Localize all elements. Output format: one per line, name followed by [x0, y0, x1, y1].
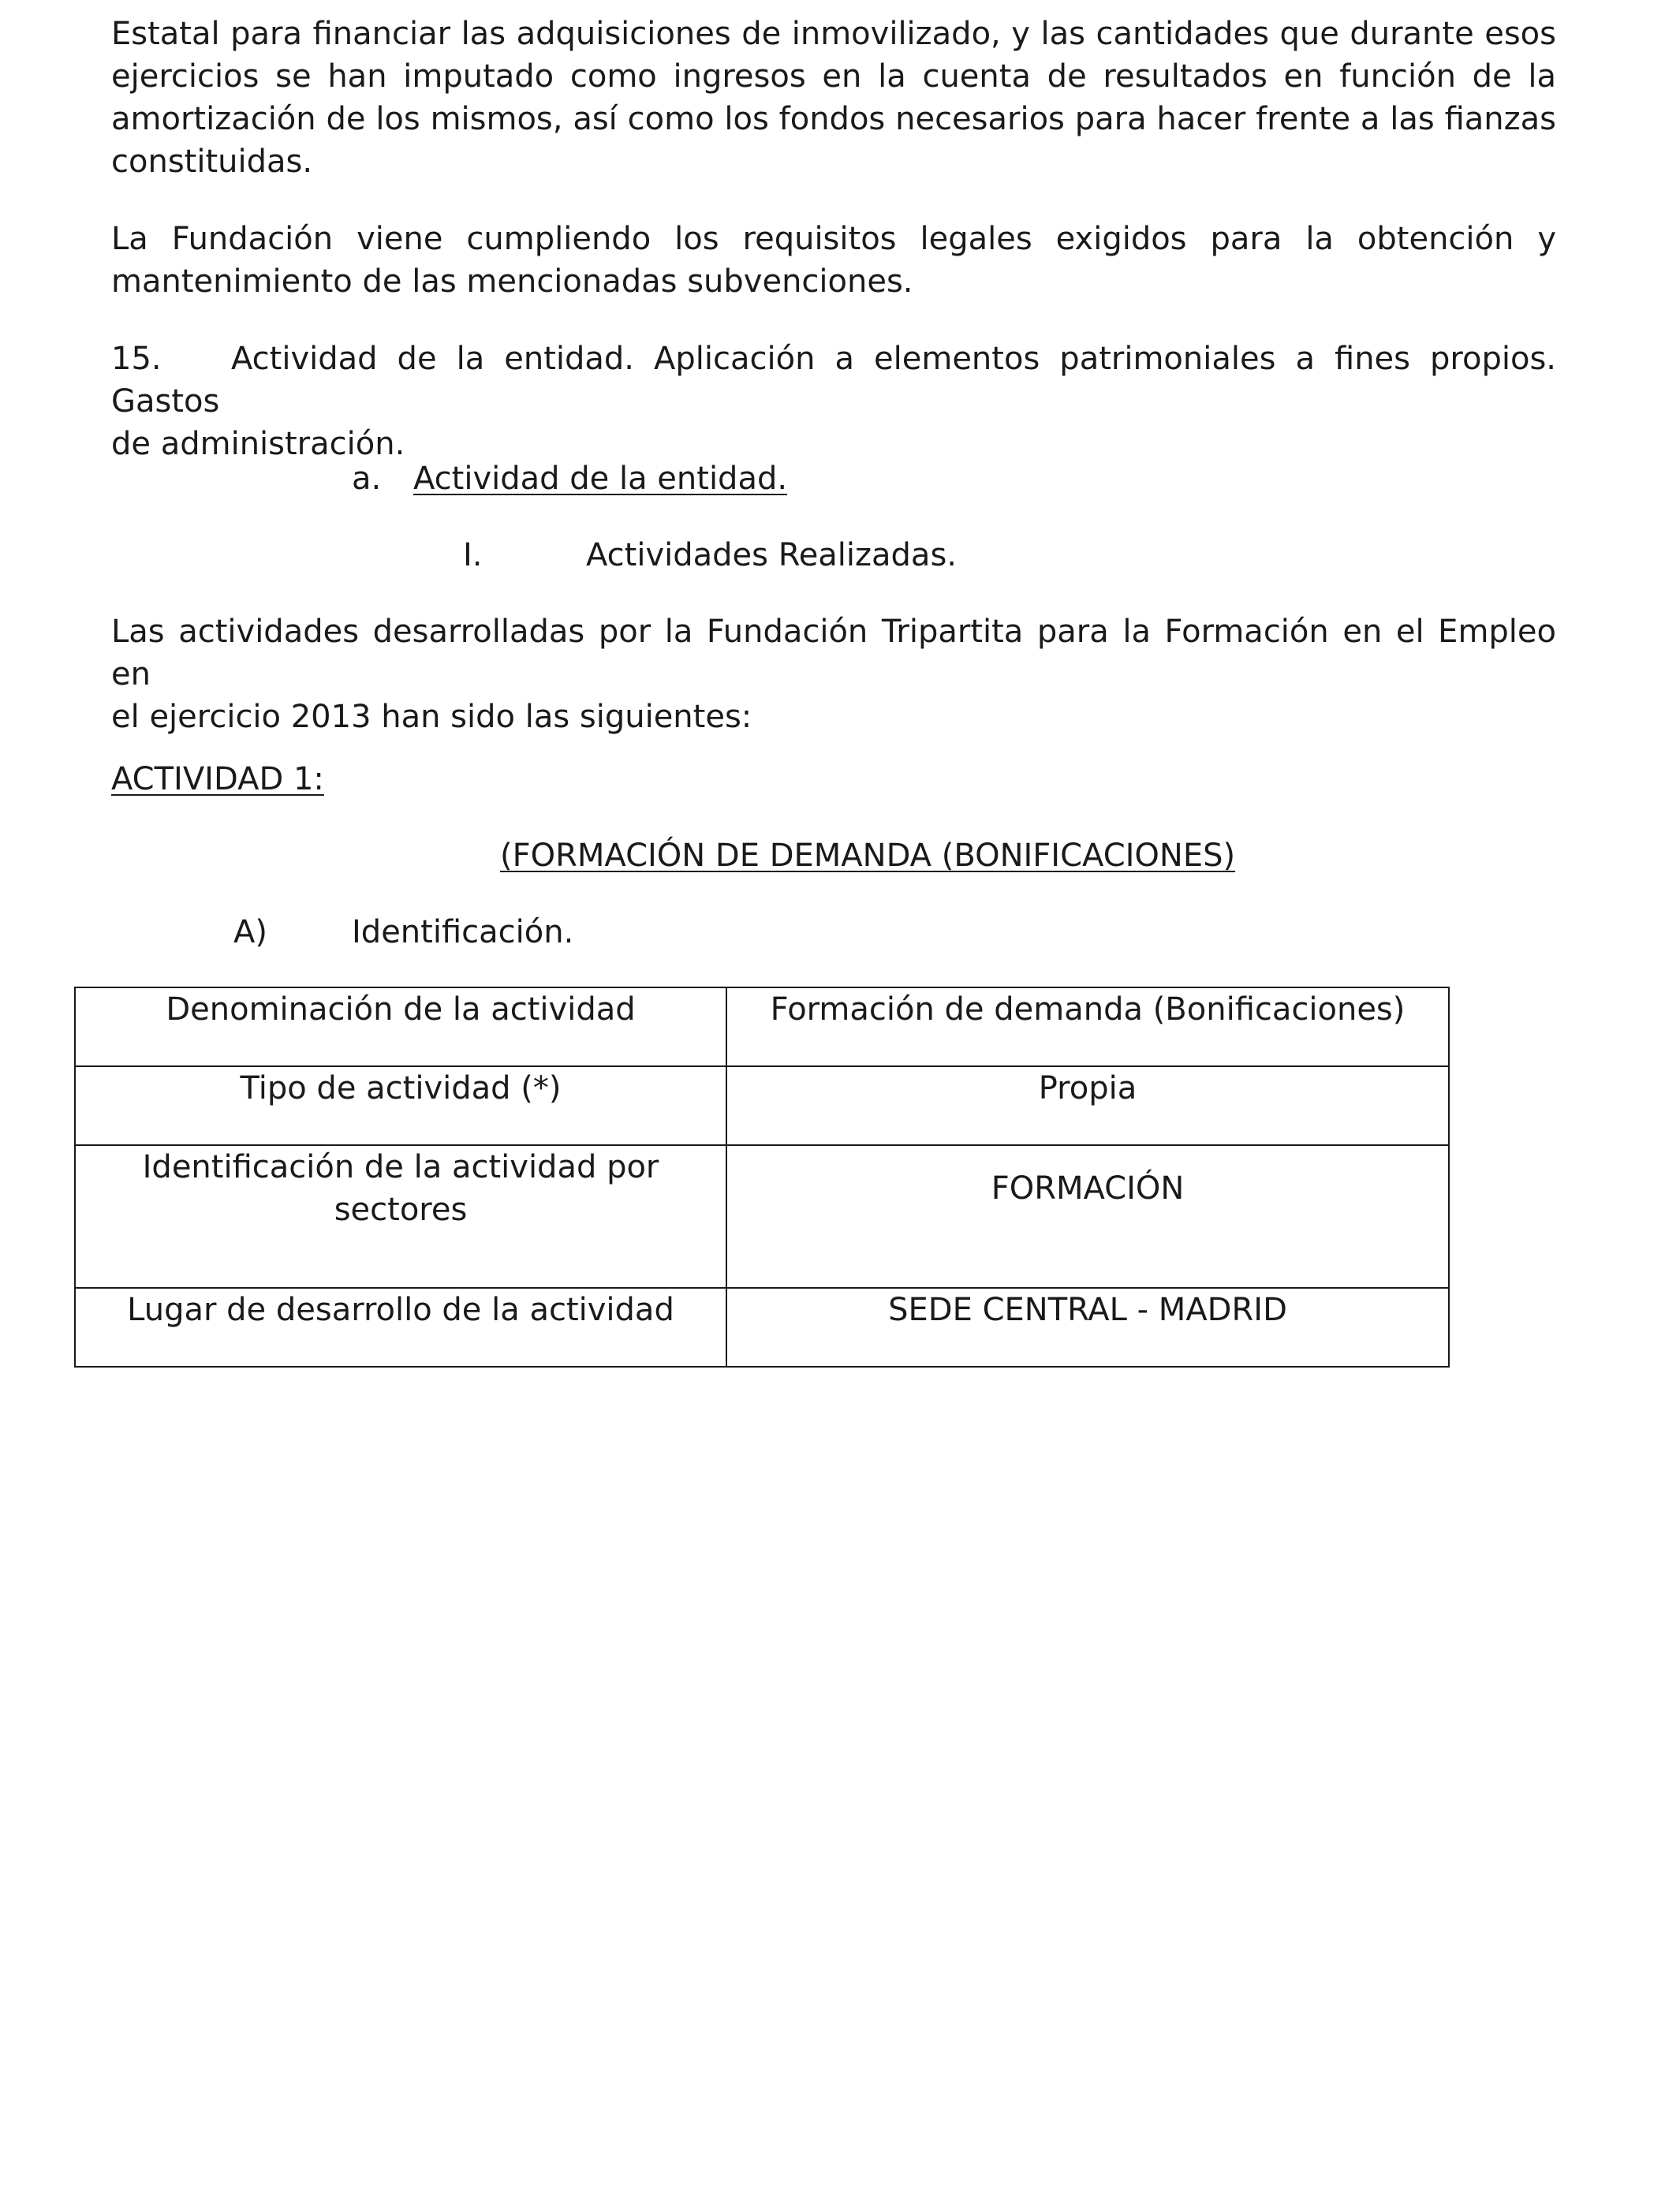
subheading-i-title: Actividades Realizadas.: [586, 537, 957, 573]
section-15-title: Actividad de la entidad. Aplicación a elementos patrimoniales a fines propios. Gastos: [111, 341, 1556, 420]
section-15-line-1: [111, 338, 1556, 423]
paragraph-line: mantenimiento de las mencionadas subvenciones.: [111, 263, 913, 300]
row-label: Denominación de la actividad: [75, 987, 726, 1066]
table-row: [75, 1066, 1449, 1145]
paragraph-line: Las actividades desarrolladas por la Fundación Tripartita para la Formación en el Empleo en: [111, 614, 1556, 692]
subheading-i-marker: I.: [463, 537, 483, 573]
paragraph-line: constituidas.: [111, 144, 313, 180]
paragraph-line: ejercicios se han imputado como ingresos en la cuenta de resultados en función de la: [111, 58, 1556, 95]
paragraph-requirements: [111, 218, 1556, 303]
subheading-i: [463, 534, 957, 577]
paragraph-subsidies-purpose: [111, 13, 1556, 183]
row-value: FORMACIÓN: [726, 1145, 1449, 1288]
row-label-line-2: sectores: [334, 1192, 468, 1228]
subheading-a-title: Actividad de la entidad.: [413, 461, 788, 497]
table-row: [75, 1145, 1449, 1288]
row-value: SEDE CENTRAL - MADRID: [726, 1288, 1449, 1367]
paragraph-activities-intro: [111, 610, 1556, 738]
paragraph-line: amortización de los mismos, así como los fondos necesarios para hacer frente a las fianzas: [111, 101, 1556, 137]
row-value: Propia: [726, 1066, 1449, 1145]
row-label: Tipo de actividad (*): [75, 1066, 726, 1145]
row-label-line-1: Identificación de la actividad por: [142, 1149, 659, 1185]
activity-heading: ACTIVIDAD 1:: [111, 761, 324, 797]
table-row: [75, 1288, 1449, 1367]
paragraph-line: el ejercicio 2013 han sido las siguientes:: [111, 699, 752, 735]
row-label: Lugar de desarrollo de la actividad: [75, 1288, 726, 1367]
subheading-a-marker: a.: [352, 461, 382, 497]
section-number: 15.: [111, 341, 162, 377]
section-a-marker: A): [233, 914, 267, 950]
section-15-line-2: de administración.: [111, 426, 405, 462]
subheading-a: [352, 457, 787, 500]
section-a-identification: [233, 911, 573, 953]
paragraph-line: La Fundación viene cumpliendo los requisitos legales exigidos para la obtención y: [111, 221, 1556, 257]
row-value: Formación de demanda (Bonificaciones): [726, 987, 1449, 1066]
section-a-title: Identificación.: [352, 914, 574, 950]
section-15-heading: [111, 338, 1556, 465]
row-label: [75, 1145, 726, 1288]
paragraph-line: Estatal para financiar las adquisiciones de inmovilizado, y las cantidades que durante esos: [111, 16, 1556, 52]
identification-table: [74, 987, 1450, 1368]
table-row: [75, 987, 1449, 1066]
activity-subtitle: (FORMACIÓN DE DEMANDA (BONIFICACIONES): [500, 838, 1236, 874]
